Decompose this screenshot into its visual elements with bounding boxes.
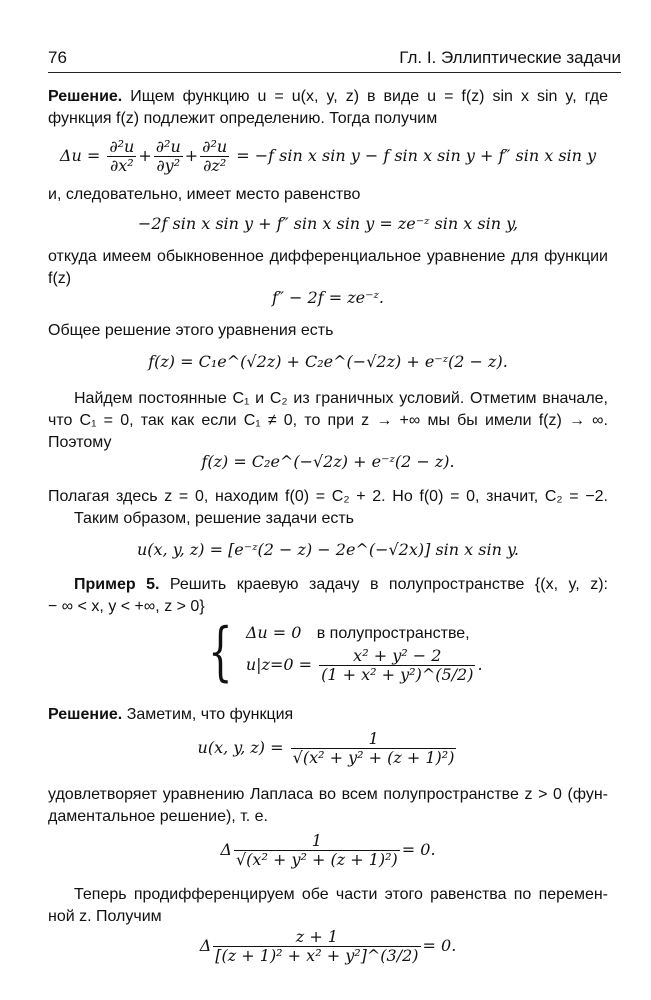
paragraph-4: Общее решение этого уравнения есть <box>48 322 334 339</box>
page-header <box>48 40 621 73</box>
page-number: 76 <box>48 48 67 67</box>
paragraph-5-line-1: Найдем постоянные C₁ и C₂ из граничных условий. Отметим вначале, <box>74 390 608 407</box>
solution-paragraph-line-1 <box>48 86 608 108</box>
equation-8-fraction: $\frac{1}{\text{√(x² + y² + (z + 1)²)}}$ <box>235 831 398 869</box>
solution-label: Решение. <box>48 88 123 105</box>
fraction-d2u-dy2: $\frac{\text{∂²u}}{\text{∂y²}}$ <box>155 137 181 175</box>
fundamental-solution-fraction: $\frac{1}{\text{√(x² + y² + (z + 1)²)}}$ <box>292 729 455 767</box>
equation-5: f(z) = C₂e^(−√2z) + e⁻ᶻ(2 − z). <box>201 452 455 471</box>
equation-7: u(x, y, z) = $\frac{1}{\text{√(x² + y² + (z + 1)²)}}$ <box>197 729 455 767</box>
paragraph-7-line-2: даментальное решение), т. е. <box>48 808 268 825</box>
solution-paragraph-line-2: функция f(z) подлежит определению. Тогда получим <box>48 110 438 127</box>
paragraph-3-line-2: f(z) <box>48 270 72 287</box>
example-line-1 <box>74 574 608 596</box>
paragraph-8-line-2: ной z. Получим <box>48 908 162 925</box>
paragraph-7-line-1: удовлетворяет уравнению Лапласа во всем полупространстве z > 0 (фун- <box>48 786 608 803</box>
system-row-1: Δu = 0 в полупространстве, <box>245 623 470 642</box>
boundary-fraction: $\frac{\text{x² + y² − 2}}{\text{(1 + x² + y²)\textasciicircum{}(5/2)}}$ <box>321 646 474 684</box>
solution-2-line <box>48 704 293 726</box>
fraction-d2u-dz2: $\frac{\text{∂²u}}{\text{∂z²}}$ <box>202 137 228 175</box>
laplacian-lhs: Δu = <box>59 146 101 165</box>
equation-9: Δ $\frac{z + 1}{\text{[(z + 1)² + x² + y²]\textasciicircum{}(3/2)}}$ = 0. <box>199 927 457 965</box>
equation-3: f″ − 2f = ze⁻ᶻ. <box>272 288 384 307</box>
system-brace: { <box>208 615 233 689</box>
boundary-problem-system <box>200 615 620 689</box>
solution-2-label: Решение. <box>48 706 123 723</box>
equation-8: Δ $\frac{1}{\text{√(x² + y² + (z + 1)²)}}$ = 0. <box>220 831 436 869</box>
equation-6: u(x, y, z) = [e⁻ᶻ(2 − z) − 2e^(−√2x)] sin x sin y. <box>136 540 519 559</box>
example-text: Решить краевую задачу в полупространстве {(x, y, z): <box>169 576 608 593</box>
laplacian-equation: Δu = $\frac{\text{∂²u}}{\text{∂x²}}$ + $\frac{\text{∂²u}}{\text{∂y²}}$ + $\frac{\text{∂²u}}{\text{∂z²}}$ = −f sin x sin y − f sin x sin y + f″ sin x sin y <box>59 137 597 175</box>
fraction-d2u-dx2: $\frac{\text{∂²u}}{\text{∂x²}}$ <box>109 137 135 175</box>
system-row-2: u|z=0 = $\frac{\text{x² + y² − 2}}{\text{(1 + x² + y²)\textasciicircum{}(5/2)}}$ . <box>245 646 483 684</box>
solution-2-text: Заметим, что функция <box>126 706 294 723</box>
paragraph-8-line-1: Теперь продифференцируем обе части этого равенства по перемен- <box>74 886 608 903</box>
example-line-2: − ∞ < x, y < +∞, z > 0} <box>48 598 205 615</box>
equation-2: −2f sin x sin y + f″ sin x sin y = ze⁻ᶻ sin x sin y, <box>137 214 519 233</box>
paragraph-6-line-2: Таким образом, решение задачи есть <box>74 510 355 527</box>
example-label: Пример 5. <box>74 576 160 593</box>
chapter-title: Гл. I. Эллиптические задачи <box>399 48 621 67</box>
solution-text: Ищем функцию u = u(x, y, z) в виде u = f(z) sin x sin y, где <box>130 88 608 105</box>
paragraph-5-line-3: Поэтому <box>48 434 112 451</box>
equation-4: f(z) = C₁e^(√2z) + C₂e^(−√2z) + e⁻ᶻ(2 − z). <box>148 352 508 371</box>
paragraph-6-line-1: Полагая здесь z = 0, находим f(0) = C₂ + 2. Но f(0) = 0, значит, C₂ = −2. <box>48 488 608 505</box>
laplacian-rhs: = −f sin x sin y − f sin x sin y + f″ sin x sin y <box>236 146 597 165</box>
paragraph-3-line-1: откуда имеем обыкновенное дифференциальное уравнение для функции <box>48 248 608 265</box>
paragraph-2: и, следовательно, имеет место равенство <box>48 186 361 203</box>
paragraph-5-line-2: что C₁ = 0, так как если C₁ ≠ 0, то при z → +∞ мы бы имели f(z) → ∞. <box>48 412 608 429</box>
equation-9-fraction: $\frac{z + 1}{\text{[(z + 1)² + x² + y²]\textasciicircum{}(3/2)}}$ <box>215 927 419 965</box>
